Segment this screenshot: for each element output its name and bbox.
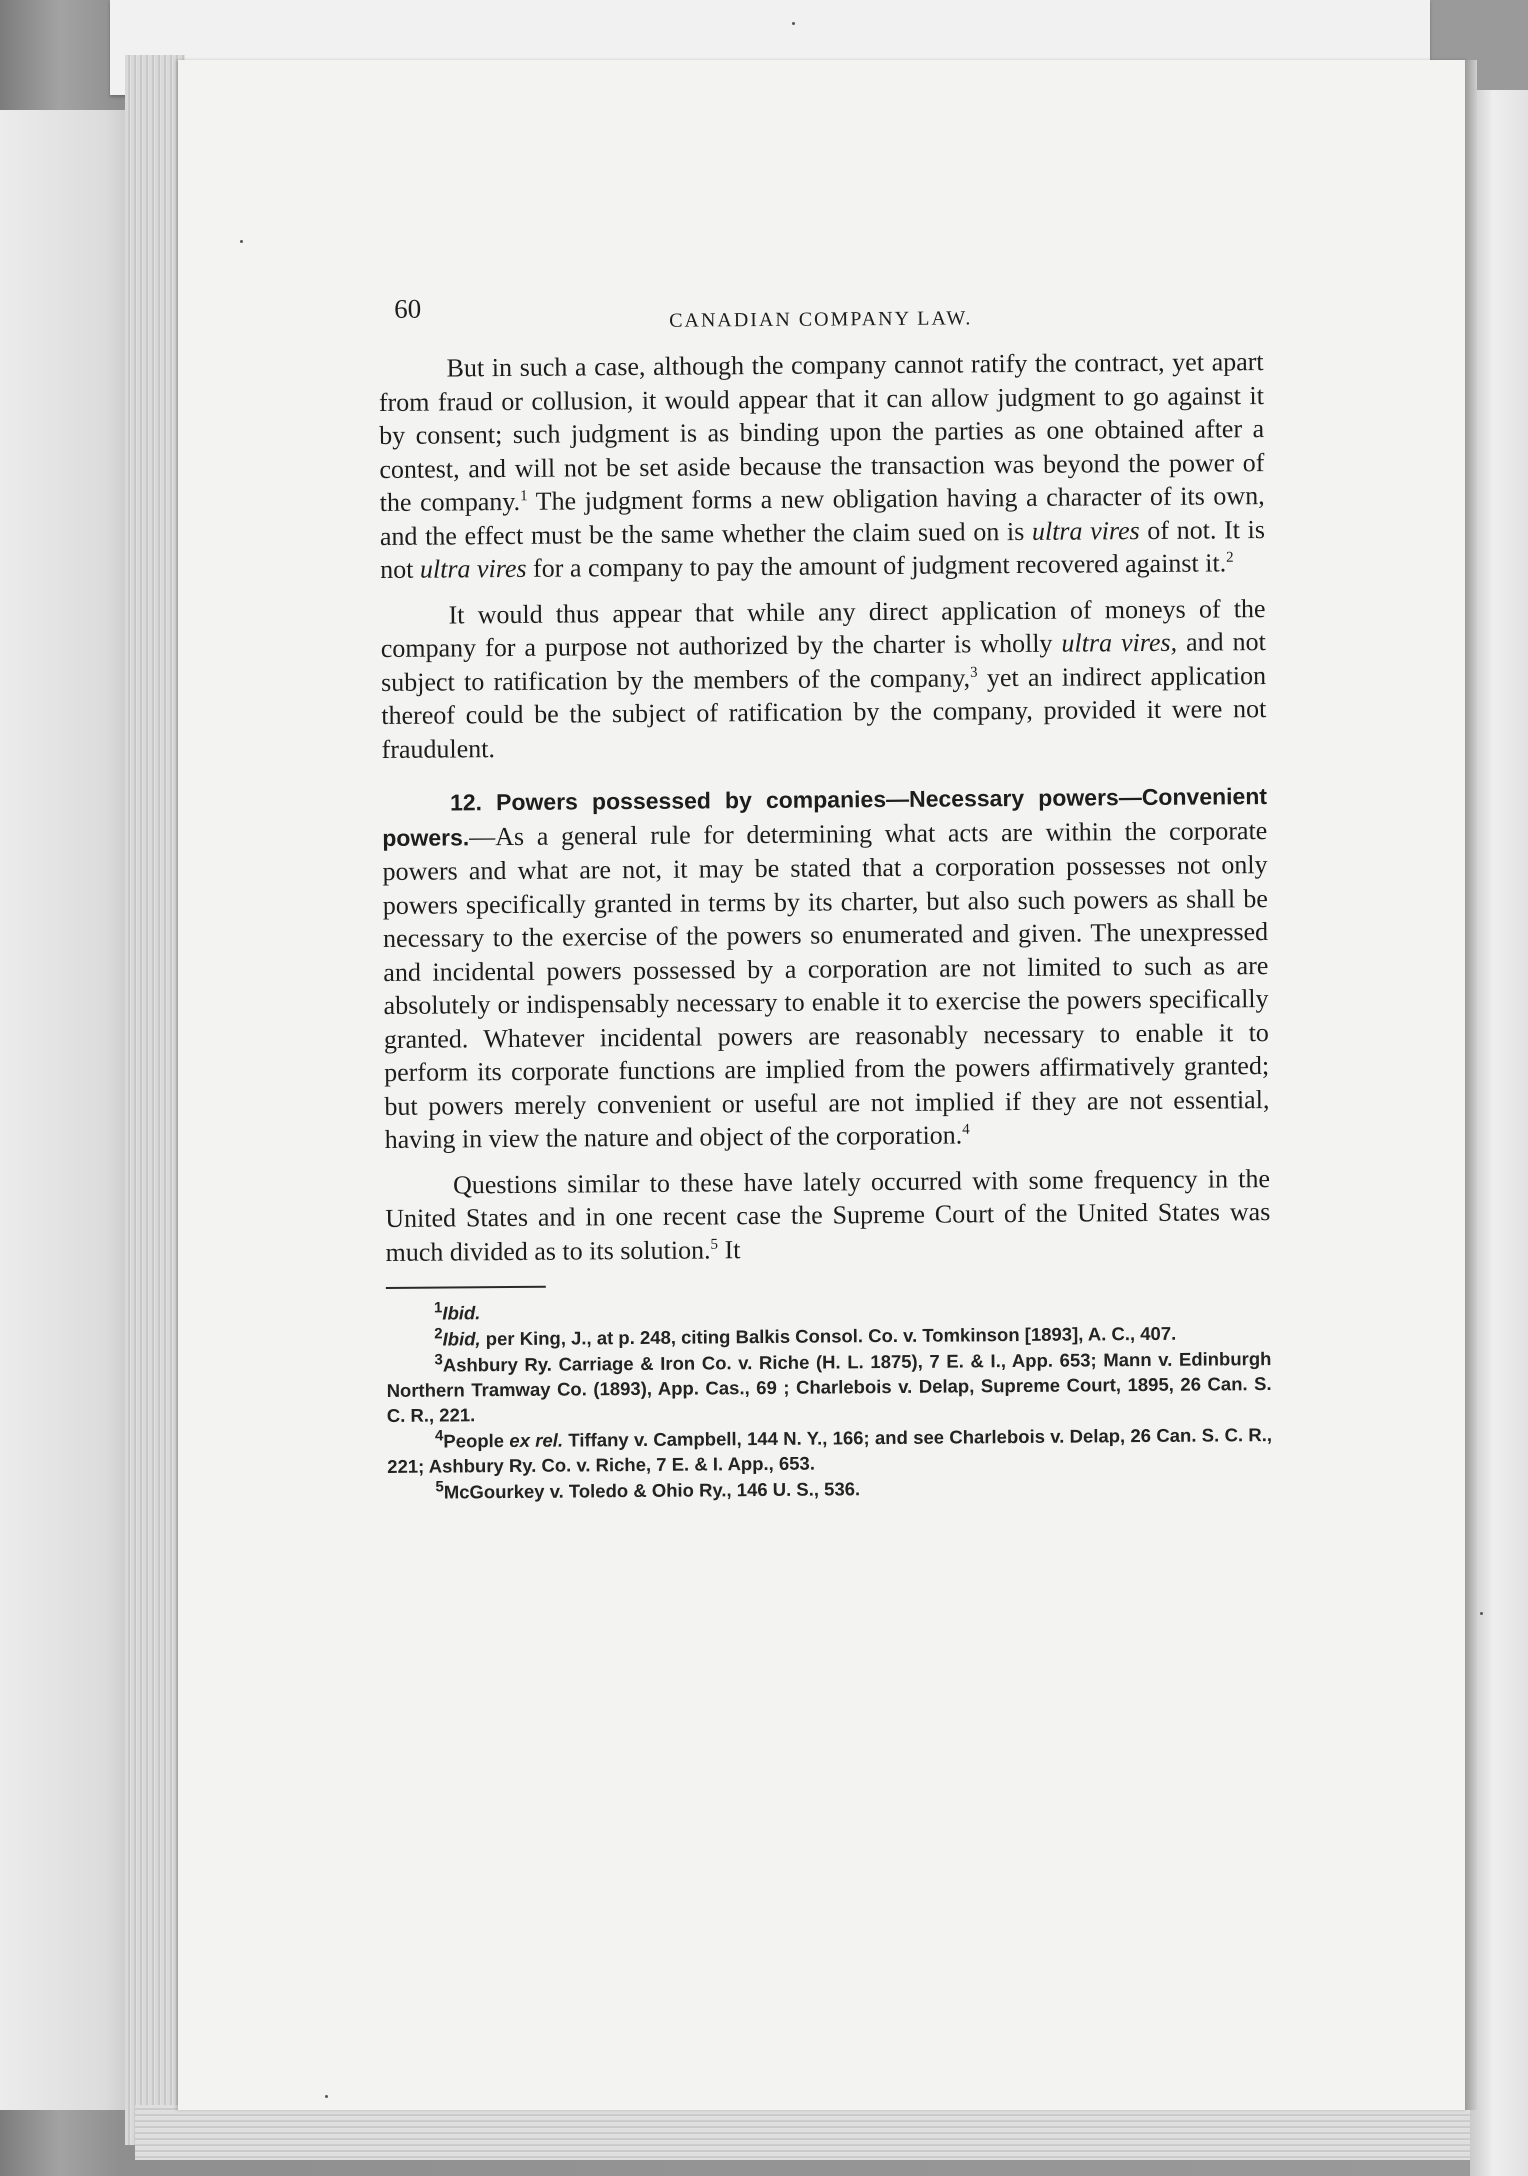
text-run: yet an indirect application thereof could be the subject of ratification by the company, provided it were not fraudulent.	[381, 660, 1267, 764]
italic-text: ultra vires	[419, 553, 527, 584]
footnote-marker: 3	[969, 664, 978, 681]
footnote-marker: 3	[434, 1351, 443, 1369]
footnote-marker: 2	[1226, 549, 1234, 566]
paragraph	[380, 592, 1266, 766]
paragraph	[385, 1162, 1271, 1269]
text-run: —As a general rule for determining what acts are within the corporate powers and what are not, it may be stated that a corporation possesses not only powers specifically granted in terms by its charter, but also such powers as shall be necessary to the exercise of the powers so enumerated and given. The unexpressed and incidental powers possessed by a corporation are not limited to such as are absolutely or indispensably necessary to enable it to exercise the powers specifically granted. Whatever incidental powers are reasonably necessary to enable it to perform its corporate functions are implied from the powers affirmatively granted; but powers merely convenient or useful are not implied if they are not essential, having in view the nature and object of the corporation.	[382, 815, 1270, 1154]
text-run: Tiffany v. Campbell, 144 N. Y., 166; and see Charlebois v. Delap, 26 Can. S. C. R., 221; Ashbury Ry. Co. v. Riche, 7 E. & I. App., 653.	[387, 1424, 1273, 1477]
footnote-marker: 4	[434, 1427, 444, 1445]
dust-speck	[240, 240, 243, 243]
running-head: CANADIAN COMPANY LAW.	[669, 307, 973, 332]
dust-speck	[325, 2095, 328, 2098]
text-run: for a company to pay the amount of judgment recovered against it.	[526, 548, 1227, 583]
italic-text: Ibid,	[442, 1328, 481, 1350]
footnote-marker: 1	[520, 488, 528, 505]
footnote-marker: 5	[710, 1236, 719, 1253]
page-stack-bottom	[135, 2105, 1470, 2160]
text-run: of not. It is not	[380, 514, 1266, 584]
italic-text: ultra vires,	[1061, 627, 1178, 658]
footnote-marker: 5	[435, 1478, 444, 1496]
italic-text: Ibid.	[442, 1302, 481, 1324]
text-run: Questions similar to these have lately occurred with some frequency in the United States and in one recent case the Supreme Court of the United States was much divided as to its solution.	[385, 1163, 1271, 1267]
page-gutter-shadow	[1465, 60, 1477, 2110]
footnotes	[386, 1294, 1273, 1505]
footnote	[387, 1422, 1272, 1479]
footnote-marker: 2	[434, 1325, 443, 1343]
text-run: It	[717, 1234, 741, 1264]
page-number: 60	[394, 293, 422, 324]
footnote-marker: 4	[962, 1121, 970, 1138]
text-run: and not subject to ratification by the members of the company,	[380, 627, 1266, 697]
paragraph	[378, 345, 1265, 586]
text-run: Ashbury Ry. Carriage & Iron Co. v. Riche (H. L. 1875), 7 E. & I., App. 653; Mann v. Edinburgh Northern Tramway Co. (1893), App. Cas., 69 ; Charlebois v. Delap, Supreme Court, 1895, 26 Can. S. C. R., 221.	[386, 1348, 1272, 1426]
body-text	[378, 345, 1270, 1269]
text-run: It would thus appear that while any direct application of moneys of the company for a purpose not authorized by the charter is wholly	[380, 593, 1266, 663]
text-run: People	[443, 1430, 510, 1452]
italic-text: ultra vires	[1031, 515, 1140, 546]
page-stack-edges	[125, 55, 185, 2145]
text-run: The judgment forms a new obligation having a character of its own, and the effect must be the same whether the claim sued on is	[379, 481, 1265, 551]
text-run: But in such a case, although the company cannot ratify the contract, yet apart from fraud or collusion, it would appear that it can allow judgment to go against it by consent; such judgment is as binding upon the parties as one obtained after a contest, and will not be set aside because the transaction was beyond the power of the company.	[378, 347, 1265, 517]
page-content	[378, 283, 1273, 1506]
background-sheet-right	[1470, 90, 1528, 2176]
footnote	[386, 1346, 1272, 1428]
section-heading: 12. Powers possessed by companies—Necessary powers—Convenient powers.	[382, 783, 1268, 851]
text-run: per King, J., at p. 248, citing Balkis Consol. Co. v. Tomkinson [1893], A. C., 407.	[480, 1322, 1177, 1350]
footnote-marker: 1	[433, 1299, 443, 1317]
dust-speck	[1480, 1612, 1483, 1615]
page-header	[378, 283, 1263, 340]
italic-text: ex rel.	[509, 1429, 564, 1452]
dust-speck	[792, 22, 795, 25]
section-paragraph	[382, 779, 1270, 1156]
footnote-rule	[386, 1286, 546, 1289]
text-run: McGourkey v. Toledo & Ohio Ry., 146 U. S., 536.	[443, 1478, 861, 1503]
